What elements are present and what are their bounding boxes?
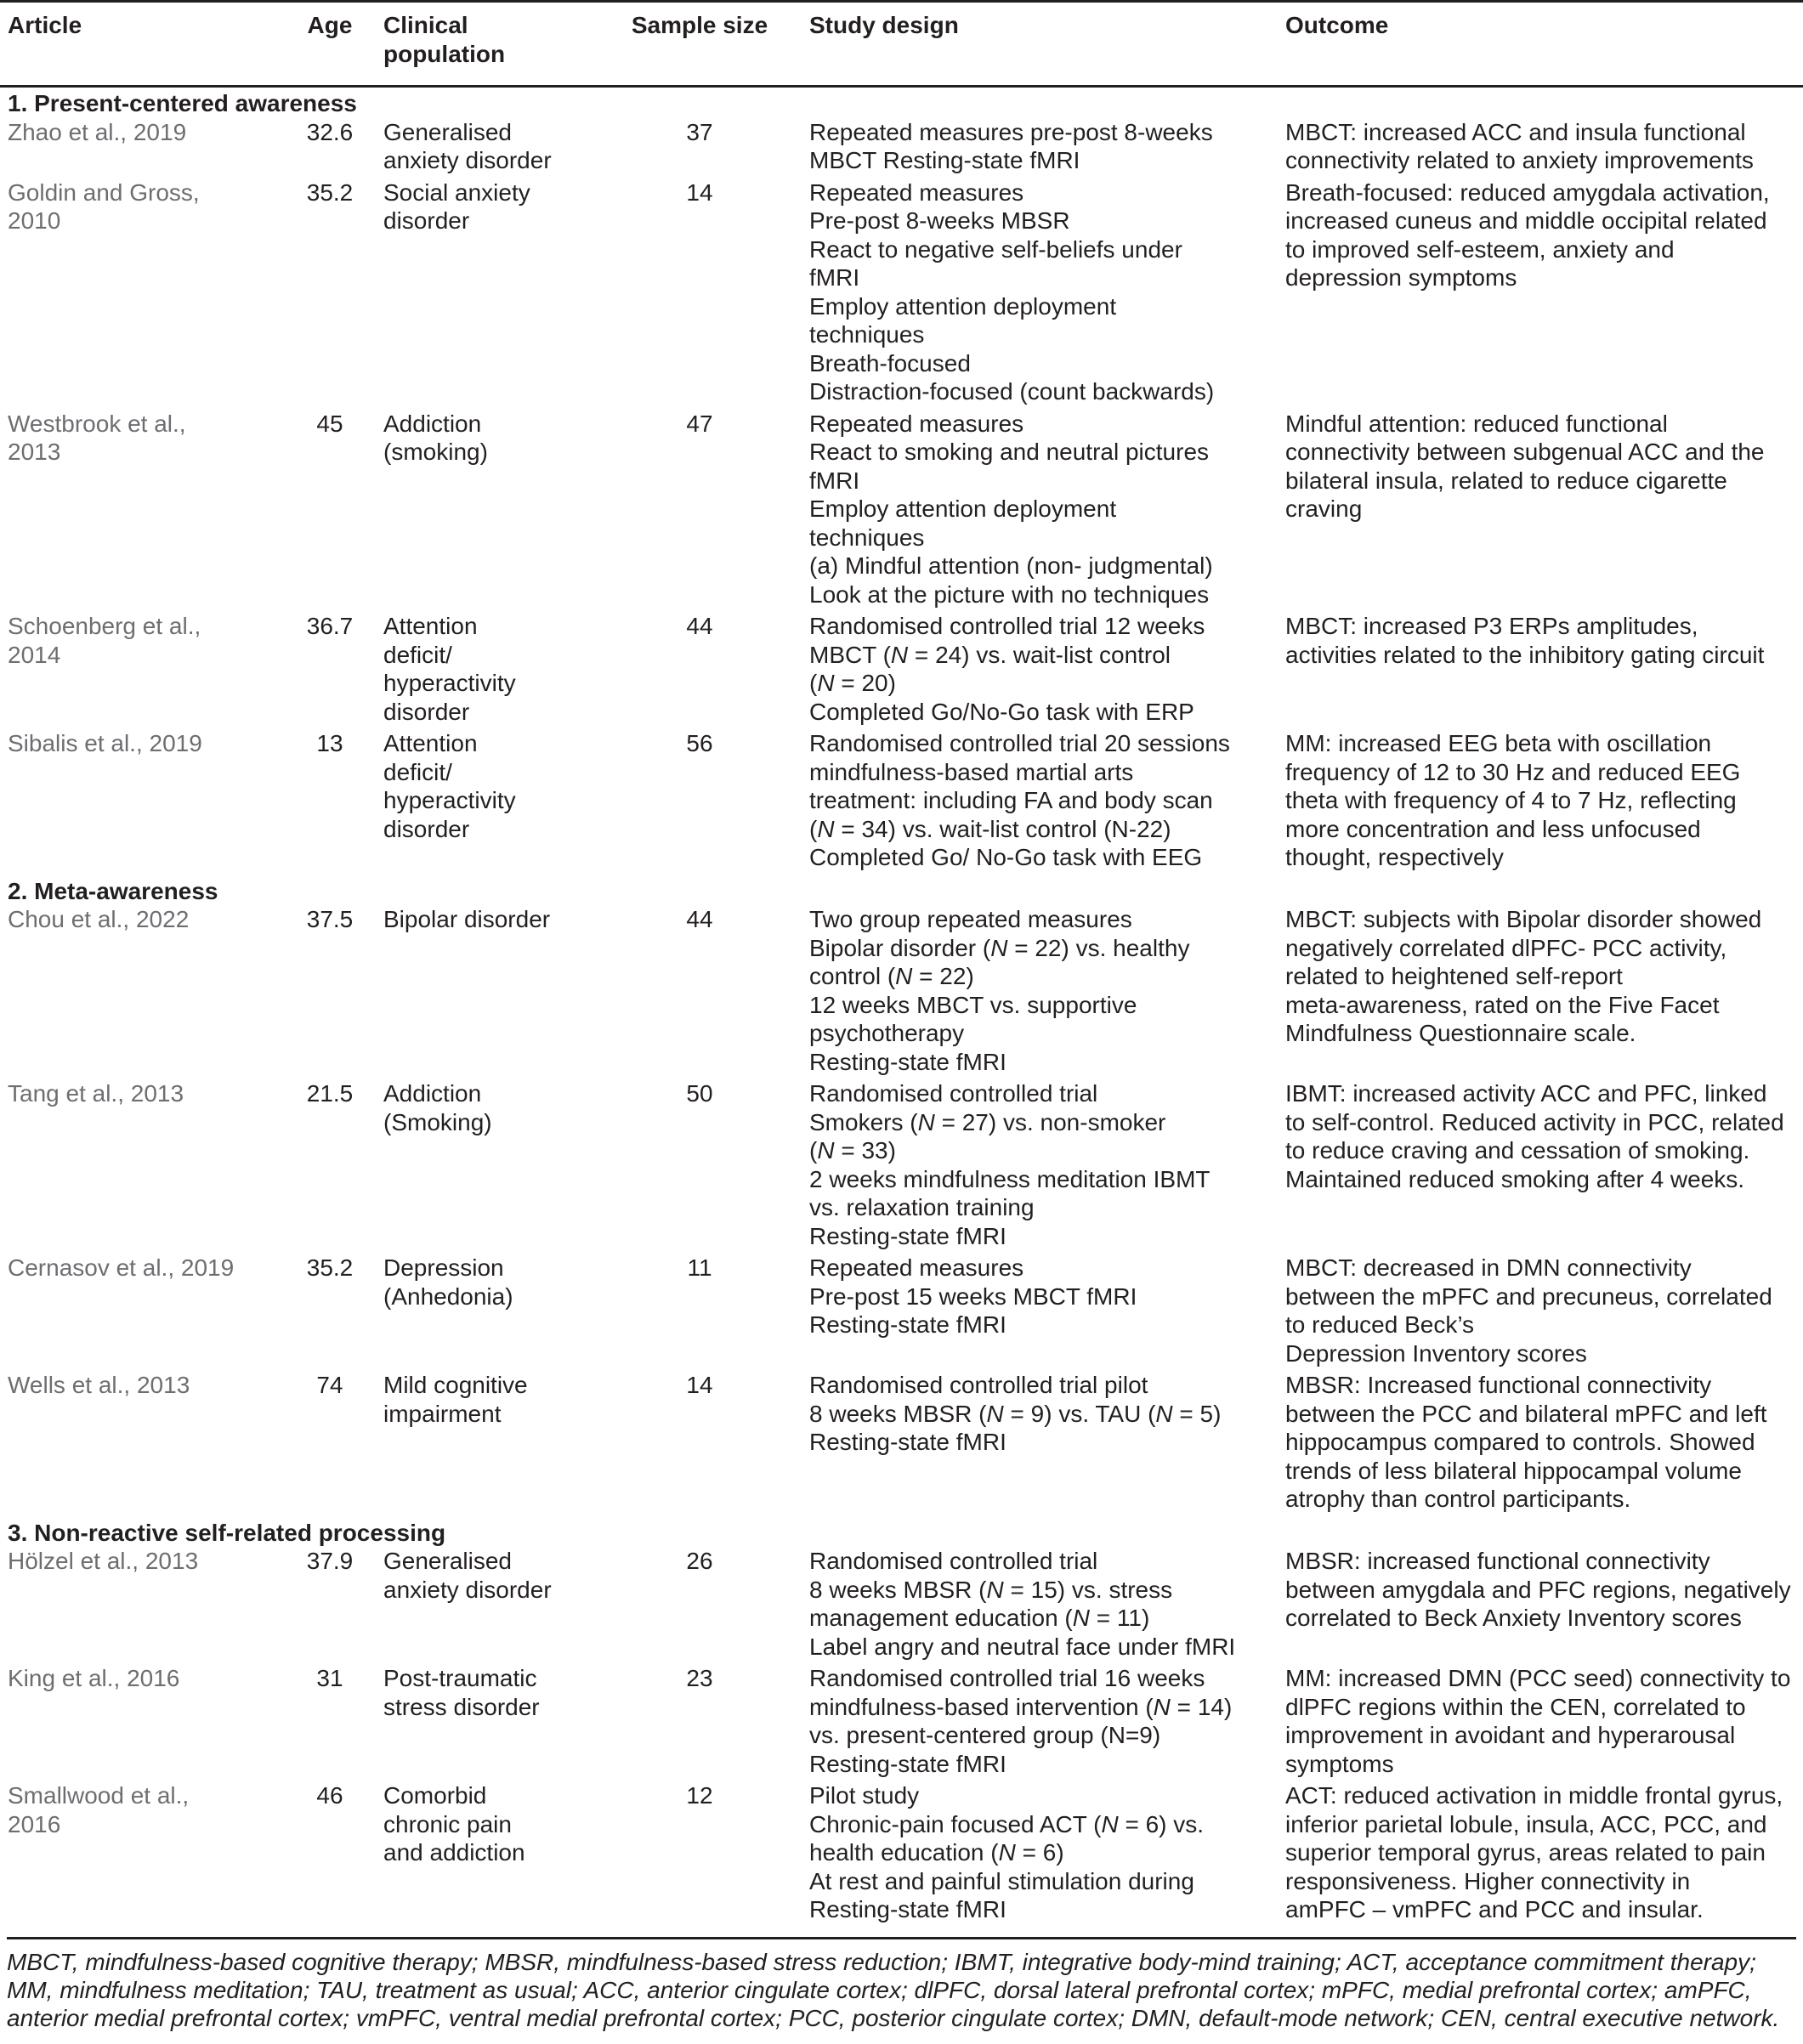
design-line: Resting-state fMRI bbox=[809, 1048, 1006, 1075]
cell-age: 13 bbox=[316, 730, 343, 756]
design-line: Smokers (N = 27) vs. non-smoker bbox=[809, 1108, 1166, 1135]
outcome-line: to reduced Beck’s bbox=[1285, 1311, 1475, 1338]
table-row bbox=[0, 612, 1803, 729]
section-title: 3. Non-reactive self-related processing bbox=[8, 1519, 446, 1546]
design-line: fMRI bbox=[809, 467, 860, 494]
design-line: 8 weeks MBSR (N = 15) vs. stress bbox=[809, 1576, 1173, 1603]
design-line: management education (N = 11) bbox=[809, 1605, 1150, 1631]
outcome-line: bilateral insula, related to reduce cigarette bbox=[1285, 467, 1727, 494]
cell-population bbox=[383, 905, 590, 1079]
cell-article bbox=[0, 1664, 276, 1781]
outcome-line: Maintained reduced smoking after 4 weeks. bbox=[1285, 1165, 1745, 1192]
table-row bbox=[0, 1781, 1803, 1928]
population-line: (Anhedonia) bbox=[383, 1282, 513, 1310]
design-line: 2 weeks mindfulness meditation IBMT bbox=[809, 1165, 1211, 1192]
outcome-line: Breath-focused: reduced amygdala activation, bbox=[1285, 178, 1770, 206]
population-line: Attention bbox=[383, 730, 478, 756]
article-line: Smallwood et al., bbox=[8, 1782, 190, 1809]
header-population-line-2: population bbox=[383, 40, 506, 67]
table-row bbox=[0, 410, 1803, 613]
cell-sample: 37 bbox=[686, 118, 713, 145]
design-line: mindfulness-based intervention (N = 14) bbox=[809, 1693, 1233, 1720]
table-row bbox=[0, 905, 1803, 1079]
outcome-line: related to heightened self-report bbox=[1285, 963, 1623, 989]
cell-population bbox=[383, 1664, 590, 1781]
design-line: vs. present-centered group (N=9) bbox=[809, 1722, 1161, 1748]
outcome-line: frequency of 12 to 30 Hz and reduced EEG bbox=[1285, 758, 1741, 785]
cell-outcome bbox=[1285, 729, 1803, 875]
design-line: Randomised controlled trial 16 weeks bbox=[809, 1665, 1205, 1691]
cell-article bbox=[0, 1079, 276, 1254]
cell-outcome bbox=[1285, 118, 1803, 178]
cell-population bbox=[383, 1781, 590, 1928]
design-line: psychotherapy bbox=[809, 1020, 965, 1046]
article-line: 2016 bbox=[8, 1810, 61, 1837]
design-line: Employ attention deployment bbox=[809, 495, 1117, 522]
table-row bbox=[0, 1664, 1803, 1781]
population-line: deficit/ bbox=[383, 758, 452, 785]
design-line: Repeated measures bbox=[809, 410, 1024, 437]
header-age: Age bbox=[276, 2, 383, 87]
cell-sample: 44 bbox=[686, 906, 713, 932]
article-line: Schoenberg et al., bbox=[8, 613, 201, 639]
design-line: (N = 33) bbox=[809, 1137, 896, 1164]
cell-population bbox=[383, 118, 590, 178]
cell-age: 36.7 bbox=[306, 613, 354, 639]
table-row bbox=[0, 1079, 1803, 1254]
outcome-line: increased cuneus and middle occipital related bbox=[1285, 207, 1767, 234]
outcome-line: MM: increased EEG beta with oscillation bbox=[1285, 730, 1712, 756]
header-population-line-1: Clinical bbox=[383, 12, 468, 38]
outcome-line: to reduce craving and cessation of smoking. bbox=[1285, 1137, 1750, 1164]
design-line: Completed Go/No-Go task with ERP bbox=[809, 698, 1194, 725]
cell-population bbox=[383, 410, 590, 613]
cell-sample: 14 bbox=[686, 178, 713, 206]
cell-sample: 26 bbox=[686, 1548, 713, 1574]
population-line: Post-traumatic bbox=[383, 1665, 537, 1691]
outcome-line: connectivity related to anxiety improvements bbox=[1285, 147, 1754, 173]
design-line: Resting-state fMRI bbox=[809, 1222, 1006, 1249]
outcome-line: atrophy than control participants. bbox=[1285, 1486, 1631, 1512]
cell-sample: 50 bbox=[686, 1080, 713, 1107]
outcome-line: MBCT: increased ACC and insula functional bbox=[1285, 118, 1746, 145]
cell-population bbox=[383, 612, 590, 729]
article-line: Zhao et al., 2019 bbox=[8, 118, 187, 145]
design-line: mindfulness-based martial arts bbox=[809, 758, 1134, 785]
outcome-line: trends of less bilateral hippocampal volume bbox=[1285, 1457, 1742, 1484]
cell-design bbox=[809, 1254, 1285, 1371]
outcome-line: thought, respectively bbox=[1285, 844, 1504, 870]
cell-design bbox=[809, 1547, 1285, 1664]
design-line: (a) Mindful attention (non- judgmental) bbox=[809, 552, 1213, 579]
header-article: Article bbox=[0, 2, 276, 87]
outcome-line: inferior parietal lobule, insula, ACC, PCC, and bbox=[1285, 1810, 1767, 1837]
population-line: hyperactivity bbox=[383, 670, 516, 696]
cell-article bbox=[0, 1781, 276, 1928]
population-line: Generalised bbox=[383, 118, 512, 145]
population-line: anxiety disorder bbox=[383, 147, 552, 173]
cell-outcome bbox=[1285, 1371, 1803, 1517]
header-population bbox=[383, 2, 590, 87]
cell-outcome bbox=[1285, 410, 1803, 613]
design-line: Pre-post 15 weeks MBCT fMRI bbox=[809, 1282, 1137, 1310]
section-title: 1. Present-centered awareness bbox=[8, 90, 357, 116]
design-line: Chronic-pain focused ACT (N = 6) vs. bbox=[809, 1810, 1205, 1837]
population-line: disorder bbox=[383, 815, 470, 842]
cell-sample: 44 bbox=[686, 613, 713, 639]
table-row bbox=[0, 118, 1803, 178]
outcome-line: amPFC – vmPFC and PCC and insular. bbox=[1285, 1896, 1704, 1922]
cell-age: 46 bbox=[316, 1782, 343, 1809]
cell-population bbox=[383, 1547, 590, 1664]
design-line: control (N = 22) bbox=[809, 963, 974, 989]
cell-article bbox=[0, 118, 276, 178]
table-row bbox=[0, 178, 1803, 410]
cell-article bbox=[0, 729, 276, 875]
cell-population bbox=[383, 1254, 590, 1371]
outcome-line: superior temporal gyrus, areas related to pain bbox=[1285, 1839, 1766, 1866]
population-line: Social anxiety bbox=[383, 178, 530, 206]
article-line: Wells et al., 2013 bbox=[8, 1372, 190, 1398]
cell-design bbox=[809, 1371, 1285, 1517]
outcome-line: more concentration and less unfocused bbox=[1285, 815, 1701, 842]
population-line: Bipolar disorder bbox=[383, 906, 551, 932]
article-line: Sibalis et al., 2019 bbox=[8, 730, 202, 756]
outcome-line: MBCT: decreased in DMN connectivity bbox=[1285, 1254, 1692, 1281]
cell-age: 74 bbox=[316, 1372, 343, 1398]
population-line: Mild cognitive bbox=[383, 1372, 528, 1398]
section-row bbox=[0, 87, 1803, 118]
outcome-line: hippocampus compared to controls. Showed bbox=[1285, 1429, 1755, 1455]
design-line: Look at the picture with no techniques bbox=[809, 580, 1210, 608]
population-line: Generalised bbox=[383, 1548, 512, 1574]
design-line: React to smoking and neutral pictures bbox=[809, 439, 1210, 465]
outcome-line: negatively correlated dlPFC- PCC activity, bbox=[1285, 934, 1727, 961]
design-line: fMRI bbox=[809, 264, 860, 291]
population-line: deficit/ bbox=[383, 641, 452, 668]
design-line: MBCT Resting-state fMRI bbox=[809, 147, 1080, 173]
design-line: Two group repeated measures bbox=[809, 906, 1132, 932]
outcome-line: meta-awareness, rated on the Five Facet bbox=[1285, 991, 1720, 1018]
population-line: impairment bbox=[383, 1400, 502, 1427]
section-row bbox=[0, 875, 1803, 906]
outcome-line: MBSR: increased functional connectivity bbox=[1285, 1548, 1710, 1574]
cell-design bbox=[809, 1079, 1285, 1254]
cell-article bbox=[0, 410, 276, 613]
cell-sample: 11 bbox=[687, 1254, 712, 1281]
cell-sample: 14 bbox=[686, 1372, 713, 1398]
design-line: At rest and painful stimulation during bbox=[809, 1867, 1194, 1894]
cell-population bbox=[383, 1079, 590, 1254]
cell-age: 35.2 bbox=[306, 1254, 354, 1281]
outcome-line: responsiveness. Higher connectivity in bbox=[1285, 1867, 1691, 1894]
table-row bbox=[0, 1547, 1803, 1664]
cell-outcome bbox=[1285, 612, 1803, 729]
design-line: health education (N = 6) bbox=[809, 1839, 1064, 1866]
outcome-line: to self-control. Reduced activity in PCC, related bbox=[1285, 1108, 1784, 1135]
outcome-line: craving bbox=[1285, 495, 1363, 522]
cell-design bbox=[809, 178, 1285, 410]
population-line: disorder bbox=[383, 698, 470, 725]
design-line: Pre-post 8-weeks MBSR bbox=[809, 207, 1070, 234]
cell-age: 45 bbox=[316, 410, 343, 437]
article-line: Tang et al., 2013 bbox=[8, 1080, 184, 1107]
design-line: Employ attention deployment bbox=[809, 292, 1117, 320]
design-line: Resting-state fMRI bbox=[809, 1311, 1006, 1338]
outcome-line: to improved self-esteem, anxiety and bbox=[1285, 235, 1675, 263]
design-line: Bipolar disorder (N = 22) vs. healthy bbox=[809, 934, 1190, 961]
header-outcome: Outcome bbox=[1285, 2, 1803, 87]
cell-sample: 47 bbox=[686, 410, 713, 437]
table-row bbox=[0, 1254, 1803, 1371]
cell-outcome bbox=[1285, 1547, 1803, 1664]
population-line: chronic pain bbox=[383, 1810, 512, 1837]
outcome-line: IBMT: increased activity ACC and PFC, linked bbox=[1285, 1080, 1767, 1107]
outcome-line: symptoms bbox=[1285, 1750, 1394, 1777]
cell-outcome bbox=[1285, 178, 1803, 410]
cell-outcome bbox=[1285, 1254, 1803, 1371]
cell-outcome bbox=[1285, 1781, 1803, 1928]
cell-design bbox=[809, 612, 1285, 729]
header-sample: Sample size bbox=[590, 2, 809, 87]
population-line: (smoking) bbox=[383, 439, 488, 465]
cell-design bbox=[809, 118, 1285, 178]
cell-article bbox=[0, 1254, 276, 1371]
design-line: (N = 20) bbox=[809, 670, 896, 696]
design-line: Randomised controlled trial bbox=[809, 1548, 1098, 1574]
header-design: Study design bbox=[809, 2, 1285, 87]
outcome-line: Mindful attention: reduced functional bbox=[1285, 410, 1668, 437]
article-line: Westbrook et al., bbox=[8, 410, 186, 437]
cell-design bbox=[809, 905, 1285, 1079]
design-line: Breath-focused bbox=[809, 349, 971, 377]
design-line: techniques bbox=[809, 321, 925, 348]
design-line: Resting-state fMRI bbox=[809, 1429, 1006, 1455]
cell-design bbox=[809, 1781, 1285, 1928]
outcome-line: Depression Inventory scores bbox=[1285, 1339, 1587, 1367]
cell-outcome bbox=[1285, 1664, 1803, 1781]
article-line: Cernasov et al., 2019 bbox=[8, 1254, 235, 1281]
outcome-line: MBCT: increased P3 ERPs amplitudes, bbox=[1285, 613, 1698, 639]
population-line: stress disorder bbox=[383, 1693, 540, 1720]
article-line: 2014 bbox=[8, 641, 61, 668]
design-line: Label angry and neutral face under fMRI bbox=[809, 1633, 1236, 1660]
table-body bbox=[0, 87, 1803, 1928]
cell-sample: 12 bbox=[686, 1782, 713, 1809]
cell-population bbox=[383, 1371, 590, 1517]
population-line: Attention bbox=[383, 613, 478, 639]
design-line: Resting-state fMRI bbox=[809, 1896, 1006, 1922]
design-line: Randomised controlled trial 12 weeks bbox=[809, 613, 1205, 639]
cell-age: 37.5 bbox=[306, 906, 354, 932]
cell-article bbox=[0, 1371, 276, 1517]
section-row bbox=[0, 1517, 1803, 1548]
table-row bbox=[0, 1371, 1803, 1517]
cell-age: 35.2 bbox=[306, 178, 354, 206]
article-line: 2013 bbox=[8, 439, 61, 465]
population-line: hyperactivity bbox=[383, 787, 516, 813]
section-title: 2. Meta-awareness bbox=[8, 877, 218, 904]
population-line: and addiction bbox=[383, 1839, 525, 1866]
design-line: Pilot study bbox=[809, 1782, 920, 1809]
article-line: Goldin and Gross, bbox=[8, 178, 200, 206]
table-row bbox=[0, 729, 1803, 875]
outcome-line: Mindfulness Questionnaire scale. bbox=[1285, 1020, 1636, 1046]
design-line: (N = 34) vs. wait-list control (N-22) bbox=[809, 815, 1171, 842]
cell-sample: 23 bbox=[686, 1665, 713, 1691]
population-line: disorder bbox=[383, 207, 470, 234]
article-line: Chou et al., 2022 bbox=[8, 906, 190, 932]
population-line: anxiety disorder bbox=[383, 1576, 552, 1603]
population-line: (Smoking) bbox=[383, 1108, 492, 1135]
population-line: Addiction bbox=[383, 1080, 482, 1107]
design-line: techniques bbox=[809, 524, 925, 551]
design-line: treatment: including FA and body scan bbox=[809, 787, 1213, 813]
design-line: React to negative self-beliefs under bbox=[809, 235, 1182, 263]
outcome-line: MBCT: subjects with Bipolar disorder showed bbox=[1285, 906, 1762, 932]
cell-outcome bbox=[1285, 1079, 1803, 1254]
cell-design bbox=[809, 410, 1285, 613]
design-line: Randomised controlled trial bbox=[809, 1080, 1098, 1107]
design-line: Repeated measures bbox=[809, 1254, 1024, 1281]
design-line: Randomised controlled trial pilot bbox=[809, 1372, 1148, 1398]
population-line: Comorbid bbox=[383, 1782, 487, 1809]
outcome-line: connectivity between subgenual ACC and the bbox=[1285, 439, 1765, 465]
outcome-line: between the mPFC and precuneus, correlated bbox=[1285, 1282, 1772, 1310]
cell-outcome bbox=[1285, 905, 1803, 1079]
outcome-line: correlated to Beck Anxiety Inventory scores bbox=[1285, 1605, 1742, 1631]
cell-design bbox=[809, 729, 1285, 875]
cell-age: 31 bbox=[316, 1665, 343, 1691]
cell-age: 37.9 bbox=[306, 1548, 354, 1574]
design-line: Randomised controlled trial 20 sessions bbox=[809, 730, 1230, 756]
outcome-line: ACT: reduced activation in middle frontal gyrus, bbox=[1285, 1782, 1783, 1809]
cell-article bbox=[0, 178, 276, 410]
cell-sample: 56 bbox=[686, 730, 713, 756]
article-line: Hölzel et al., 2013 bbox=[8, 1548, 199, 1574]
design-line: 8 weeks MBSR (N = 9) vs. TAU (N = 5) bbox=[809, 1400, 1222, 1427]
design-line: 12 weeks MBCT vs. supportive bbox=[809, 991, 1137, 1018]
outcome-line: between amygdala and PFC regions, negatively bbox=[1285, 1576, 1791, 1603]
outcome-line: activities related to the inhibitory gating circuit bbox=[1285, 641, 1765, 668]
outcome-line: dlPFC regions within the CEN, correlated to bbox=[1285, 1693, 1746, 1720]
design-line: vs. relaxation training bbox=[809, 1194, 1035, 1220]
design-line: Resting-state fMRI bbox=[809, 1750, 1006, 1777]
table-header bbox=[0, 2, 1803, 87]
design-line: Completed Go/ No-Go task with EEG bbox=[809, 844, 1203, 870]
outcome-line: MM: increased DMN (PCC seed) connectivity to bbox=[1285, 1665, 1791, 1691]
cell-population bbox=[383, 729, 590, 875]
outcome-line: theta with frequency of 4 to 7 Hz, reflecting bbox=[1285, 787, 1737, 813]
design-line: MBCT (N = 24) vs. wait-list control bbox=[809, 641, 1171, 668]
outcome-line: depression symptoms bbox=[1285, 264, 1517, 291]
table-footnote: MBCT, mindfulness-based cognitive therapy; MBSR, mindfulness-based stress reduction; IBMT, integrative body-mind training; ACT, acceptance commitment therapy; MM, mindfulness meditation; TAU, treatment as usual; ACC, anterior cingulate cortex; dlPFC, dorsal lateral prefrontal cortex; mPFC, medial prefrontal cortex; amPFC, anterior medial prefrontal cortex; vmPFC, ventral medial prefrontal cortex; PCC, posterior cingulate cortex; DMN, default-mode network; CEN, central executive network. bbox=[7, 1937, 1796, 2032]
outcome-line: MBSR: Increased functional connectivity bbox=[1285, 1372, 1712, 1398]
article-line: 2010 bbox=[8, 207, 61, 234]
design-line: Repeated measures pre-post 8-weeks bbox=[809, 118, 1213, 145]
outcome-line: improvement in avoidant and hyperarousal bbox=[1285, 1722, 1736, 1748]
population-line: Depression bbox=[383, 1254, 504, 1281]
cell-age: 32.6 bbox=[306, 118, 354, 145]
cell-article bbox=[0, 1547, 276, 1664]
design-line: Distraction-focused (count backwards) bbox=[809, 378, 1215, 405]
cell-article bbox=[0, 612, 276, 729]
cell-population bbox=[383, 178, 590, 410]
outcome-line: between the PCC and bilateral mPFC and left bbox=[1285, 1400, 1767, 1427]
article-line: King et al., 2016 bbox=[8, 1665, 180, 1691]
population-line: Addiction bbox=[383, 410, 482, 437]
cell-age: 21.5 bbox=[306, 1080, 354, 1107]
design-line: Repeated measures bbox=[809, 178, 1024, 206]
cell-article bbox=[0, 905, 276, 1079]
cell-design bbox=[809, 1664, 1285, 1781]
